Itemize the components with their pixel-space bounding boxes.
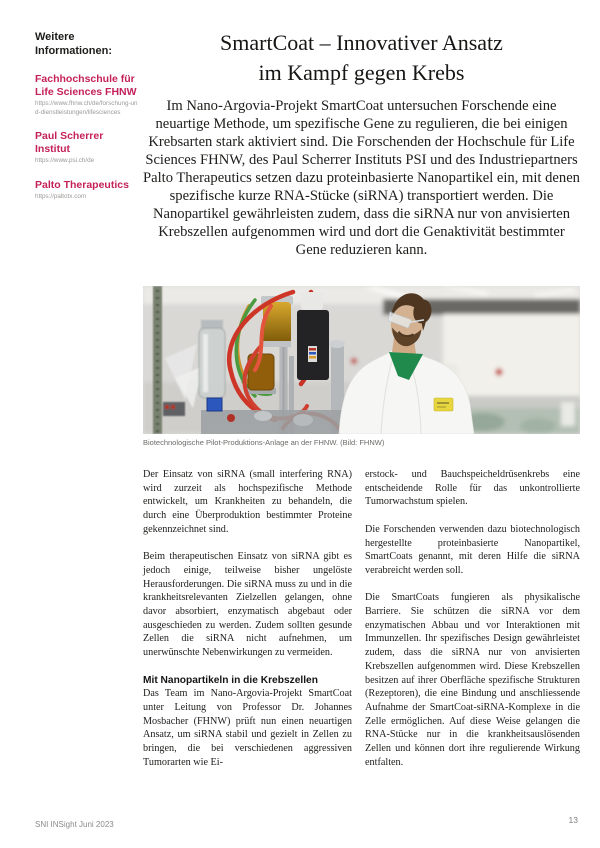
paragraph: Die Forschenden verwenden dazu biotechnologisch hergestellte proteinbasierte Nanopartikel, SmartCoats genannt, mit deren Hilfe die siRNA verabreicht werden soll. xyxy=(365,523,580,576)
link-fhnw[interactable]: Fachhochschule für Life Sciences FHNW xyxy=(35,73,137,98)
lab-photo-illustration xyxy=(143,286,580,434)
link-fhnw-url: https://www.fhnw.ch/de/forschung-und-dienstleistungen/lifesciences xyxy=(35,100,138,116)
link-psi[interactable]: Paul Scherrer Institut xyxy=(35,130,104,155)
body-column-right xyxy=(365,468,580,769)
glass-vessel xyxy=(199,328,225,398)
paragraph: Beim therapeutischen Einsatz von siRNA gibt es jedoch einige, teilweise bisher ungelöste Herausforderungen. Die siRNA muss zu und in die krankheitsrelevanten Zielzellen gelangen, ohne davor absorbiert, enzymatisch abgebaut oder ausgeschieden zu werden. Zudem sollten gesunde Zellen die siRNA nicht aufnehmen, um unerwünschte Nebenwirkungen zu vermeiden. xyxy=(143,551,352,659)
title-line-1: SmartCoat – Innovativer Ansatz xyxy=(220,30,503,55)
photo-caption: Biotechnologische Pilot-Produktions-Anlage an der FHNW. (Bild: FHNW) xyxy=(143,438,385,447)
article xyxy=(143,28,580,769)
machine-base xyxy=(201,410,351,434)
link-palto-url: https://paltotx.com xyxy=(35,193,87,200)
body-column-left xyxy=(143,468,352,769)
article-title xyxy=(143,28,580,88)
sidebar-link-psi xyxy=(35,130,139,166)
section-heading: Mit Nanopartikeln in die Krebszellen xyxy=(143,674,318,686)
sidebar-link-palto xyxy=(35,179,139,202)
lab-photo xyxy=(143,286,580,434)
title-line-2: im Kampf gegen Krebs xyxy=(258,60,465,85)
alarm-dot xyxy=(495,368,502,375)
black-cylinder xyxy=(297,310,329,380)
sidebar-heading: Weitere Informationen: xyxy=(35,31,112,57)
white-cylinder xyxy=(301,292,323,310)
name-badge xyxy=(434,398,453,411)
article-lead: Im Nano-Argovia-Projekt SmartCoat untersuchen Forschende eine neuartige Methode, um spezifische Gene zu regulieren, die bei einigen Krebsarten stark aktiviert sind. Die Forschenden der Hochschule für Life Sciences FHNW, des Paul Scherrer Instituts PSI und des Industriepartners Palto Therapeutics setzen dazu proteinbasierte Nanopartikel ein, mit denen spezifische kurze RNA-Stücke (siRNA) transportiert werden. Die Nanopartikel gewährleisten zudem, dass die siRNA nur von anvisierten Krebszellen aufgenommen wird und dort die Genaktivität bestimmter Gene reduzieren kann. xyxy=(143,98,580,258)
further-info-sidebar xyxy=(35,30,139,215)
paragraph: erstock- und Bauchspeicheldrüsenkrebs eine entscheidende Rolle für das unkontrollierte Tumorwachstum spielen. xyxy=(365,469,580,508)
sidebar-link-fhnw xyxy=(35,73,139,117)
paragraph: Das Team im Nano-Argovia-Projekt SmartCoat unter Leitung von Professor Dr. Johannes Mosbacher (FHNW) prüft nun einen neuartigen Ansatz, um siRNA stabil und gezielt in Zellen zu bringen, die bei verschiedenen aggressiven Tumorarten wie Ei- xyxy=(143,688,352,768)
page-number: 13 xyxy=(568,815,578,825)
red-knob xyxy=(227,414,235,422)
paragraph: Die SmartCoats fungieren als physikalische Barriere. Sie schützen die siRNA vor dem enzymatischen Abbau und vor Interaktionen mit Immunzellen. Ihr spezifisches Design gewährleistet zudem, dass die siRNA nur von anvisierten Krebszellen aufgenommen wird. Diese Krebszellen besitzen auf ihrer Oberfläche spezifische Strukturen (Rezeptoren), die eine Bindung und anschliessende Aufnahme der SmartCoat-siRNA-Komplexe in die Zelle ermöglichen. Auf diese Weise gelangen die RNA-Stücke nur in die krankheitsauslösenden Zellen und können dort ihre regulierende Wirkung entfalten. xyxy=(365,592,580,768)
blue-fitting xyxy=(207,398,222,411)
amber-column xyxy=(263,302,291,344)
link-palto[interactable]: Palto Therapeutics xyxy=(35,178,129,191)
footer-issue: SNI INSight Juni 2023 xyxy=(35,820,114,829)
body-columns xyxy=(143,468,580,769)
alarm-dot xyxy=(351,358,357,364)
paragraph: Der Einsatz von siRNA (small interfering RNA) wird zurzeit als hochspezifische Methode entwickelt, um Krankheiten zu behandeln, die durch eine Überproduktion bestimmter Proteine gekennzeichnet sind. xyxy=(143,469,352,535)
link-psi-url: https://www.psi.ch/de xyxy=(35,157,95,164)
